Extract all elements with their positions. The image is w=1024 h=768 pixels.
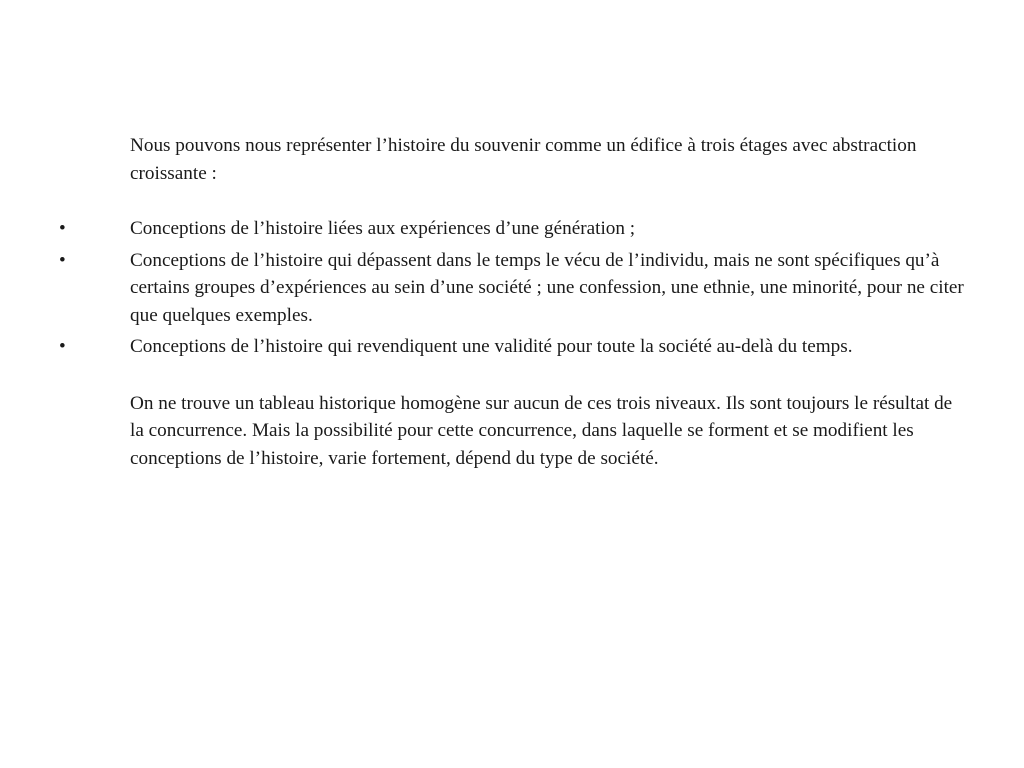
list-item-text: Conceptions de l’histoire liées aux expériences d’une génération ;: [130, 218, 636, 239]
list-item-text: Conceptions de l’histoire qui dépassent dans le temps le vécu de l’individu, mais ne sont spécifiques qu’à certains groupes d’expériences au sein d’une société ; une confession, une ethnie, une minorité, pour ne citer que quelques exemples.: [130, 249, 964, 326]
bullet-icon: •: [59, 249, 66, 271]
intro-paragraph: Nous pouvons nous représenter l’histoire du souvenir comme un édifice à trois étages avec abstraction croissante :: [130, 135, 917, 184]
conclusion-paragraph: On ne trouve un tableau historique homogène sur aucun de ces trois niveaux. Ils sont toujours le résultat de la concurrence. Mais la possibilité pour cette concurrence, dans laquelle se forment et se modifient les conceptions de l’histoire, varie fortement, dépend du type de société.: [130, 392, 953, 469]
list-item: [59, 247, 970, 330]
list-item: [59, 333, 970, 361]
bullet-list: [59, 215, 970, 361]
list-item-text: Conceptions de l’histoire qui revendiquent une validité pour toute la société au-delà du temps.: [130, 336, 853, 357]
bullet-icon: •: [59, 218, 66, 239]
list-item: [59, 215, 970, 243]
document-body: [59, 132, 970, 472]
bullet-icon: •: [59, 336, 66, 357]
